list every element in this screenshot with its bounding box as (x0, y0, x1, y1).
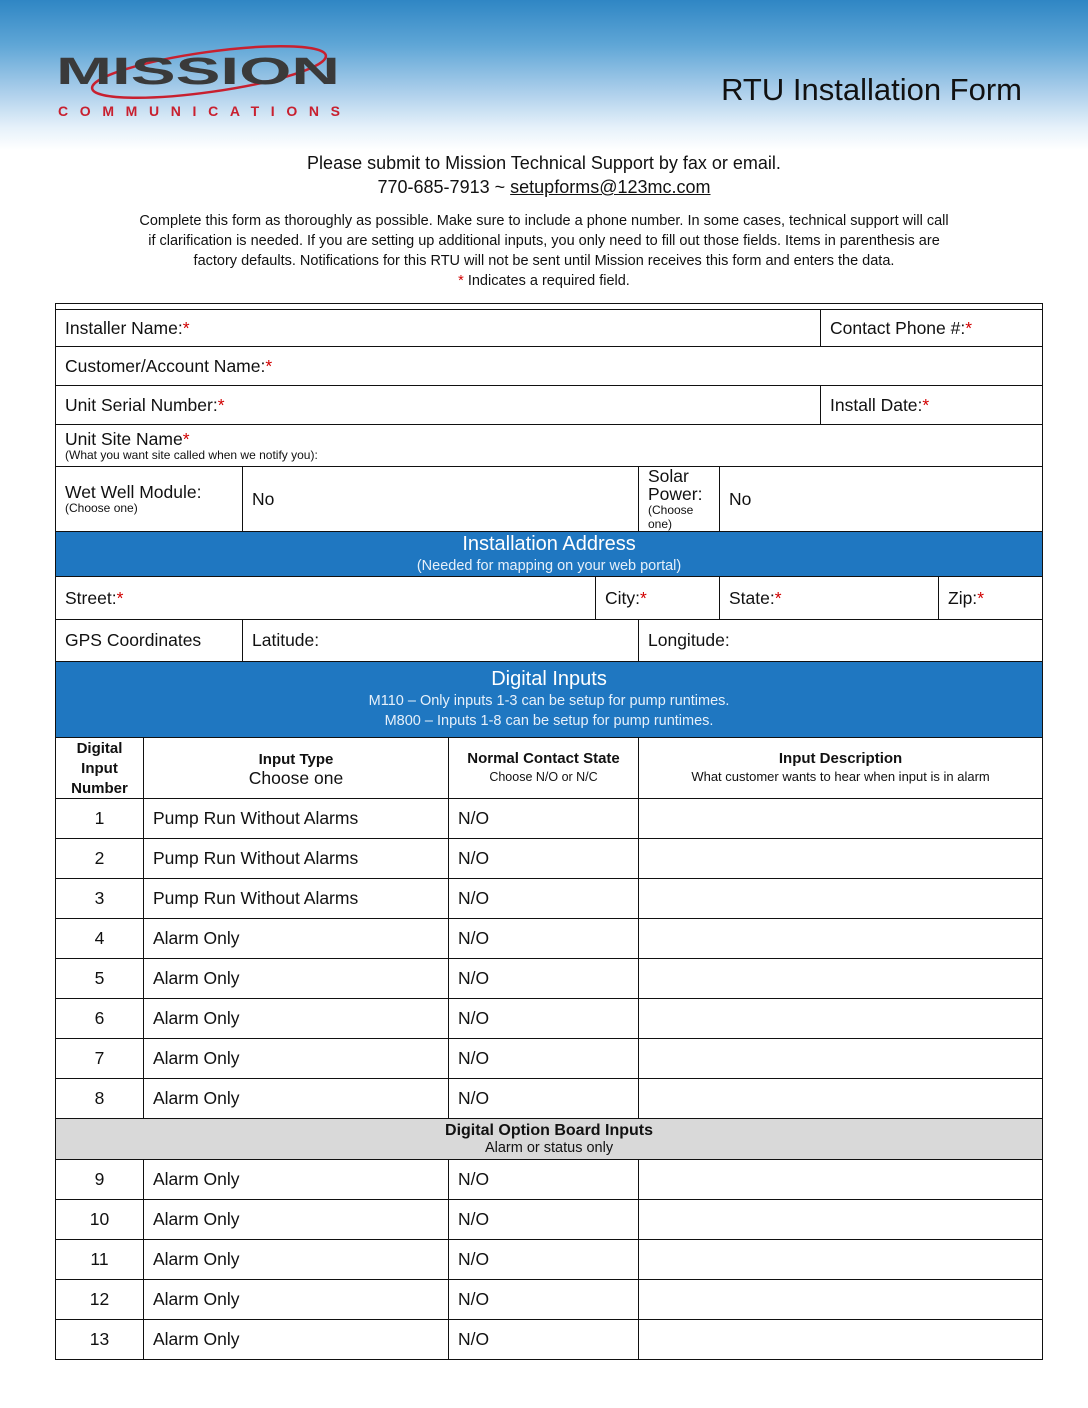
contact-state-select[interactable]: N/O (449, 799, 639, 839)
instruction-line-2: if clarification is needed. If you are setting up additional inputs, you only need to fill out those fields. Items in parenthesis are (148, 233, 940, 249)
instruction-line-3: factory defaults. Notifications for this RTU will not be sent until Mission receives this form and enters the data. (193, 253, 895, 269)
input-number: 10 (56, 1200, 144, 1240)
digital-inputs-header: Digital Inputs M110 – Only inputs 1-3 can be setup for pump runtimes. M800 – Inputs 1-8 can be setup for pump runtimes. (56, 662, 1043, 738)
contact-state-select[interactable]: N/O (449, 879, 639, 919)
contact-line (0, 175, 1088, 199)
contact-state-select[interactable]: N/O (449, 1079, 639, 1119)
input-number: 12 (56, 1280, 144, 1320)
input-row (56, 1320, 1043, 1360)
state-field[interactable]: State:* (720, 577, 939, 620)
input-number: 3 (56, 879, 144, 919)
svg-text:MISSION: MISSION (56, 51, 340, 93)
wet-well-label: Wet Well Module: (Choose one) (56, 467, 243, 532)
input-row (56, 959, 1043, 999)
input-description-field[interactable] (639, 799, 1043, 839)
input-number: 7 (56, 1039, 144, 1079)
input-description-field[interactable] (639, 1240, 1043, 1280)
fax-number: 770-685-7913 (377, 177, 490, 197)
contact-state-select[interactable]: N/O (449, 999, 639, 1039)
input-type-select[interactable]: Pump Run Without Alarms (144, 799, 449, 839)
instruction-line-1: Complete this form as thoroughly as possible. Make sure to include a phone number. In some cases, technical support will call (139, 213, 949, 229)
input-row (56, 1160, 1043, 1200)
input-type-select[interactable]: Pump Run Without Alarms (144, 879, 449, 919)
submit-instructions (0, 151, 1088, 199)
input-number: 9 (56, 1160, 144, 1200)
input-type-select[interactable]: Alarm Only (144, 1240, 449, 1280)
input-description-field[interactable] (639, 1280, 1043, 1320)
col-input-number: Digital Input Number (56, 738, 144, 799)
input-row (56, 1240, 1043, 1280)
input-type-select[interactable]: Alarm Only (144, 1320, 449, 1360)
input-row (56, 999, 1043, 1039)
contact-state-select[interactable]: N/O (449, 839, 639, 879)
input-number: 13 (56, 1320, 144, 1360)
input-row (56, 839, 1043, 879)
input-type-select[interactable]: Alarm Only (144, 999, 449, 1039)
input-type-select[interactable]: Alarm Only (144, 1280, 449, 1320)
solar-power-label: Solar Power: (Choose one) (639, 467, 720, 532)
contact-state-select[interactable]: N/O (449, 1240, 639, 1280)
city-field[interactable]: City:* (596, 577, 720, 620)
col-contact-state: Normal Contact State Choose N/O or N/C (449, 738, 639, 799)
instructions-paragraph (0, 211, 1088, 291)
input-description-field[interactable] (639, 1200, 1043, 1240)
input-description-field[interactable] (639, 1320, 1043, 1360)
input-type-select[interactable]: Pump Run Without Alarms (144, 839, 449, 879)
latitude-field[interactable]: Latitude: (243, 620, 639, 662)
customer-account-field[interactable]: Customer/Account Name:* (56, 347, 1043, 386)
col-input-type: Input Type Choose one (144, 738, 449, 799)
input-type-select[interactable]: Alarm Only (144, 1079, 449, 1119)
option-board-header: Digital Option Board Inputs Alarm or status only (56, 1119, 1043, 1160)
solar-power-select[interactable]: No (720, 467, 1043, 532)
input-description-field[interactable] (639, 959, 1043, 999)
input-number: 8 (56, 1079, 144, 1119)
svg-text:COMMUNICATIONS: COMMUNICATIONS (58, 103, 340, 119)
input-row (56, 919, 1043, 959)
input-row (56, 879, 1043, 919)
contact-state-select[interactable]: N/O (449, 1039, 639, 1079)
contact-state-select[interactable]: N/O (449, 1160, 639, 1200)
separator: ~ (494, 177, 506, 197)
input-type-select[interactable]: Alarm Only (144, 1200, 449, 1240)
input-description-field[interactable] (639, 1039, 1043, 1079)
input-type-select[interactable]: Alarm Only (144, 1160, 449, 1200)
input-row (56, 1280, 1043, 1320)
street-field[interactable]: Street:* (56, 577, 596, 620)
contact-state-select[interactable]: N/O (449, 1280, 639, 1320)
longitude-field[interactable]: Longitude: (639, 620, 1043, 662)
input-number: 6 (56, 999, 144, 1039)
col-input-description: Input Description What customer wants to hear when input is in alarm (639, 738, 1043, 799)
contact-phone-field[interactable]: Contact Phone #:* (821, 310, 1043, 347)
zip-field[interactable]: Zip:* (939, 577, 1043, 620)
input-description-field[interactable] (639, 839, 1043, 879)
input-row (56, 1039, 1043, 1079)
input-row (56, 799, 1043, 839)
email-link[interactable]: setupforms@123mc.com (510, 177, 711, 197)
unit-serial-field[interactable]: Unit Serial Number:* (56, 386, 821, 425)
required-note: * Indicates a required field. (458, 273, 630, 289)
input-row (56, 1079, 1043, 1119)
input-type-select[interactable]: Alarm Only (144, 959, 449, 999)
input-description-field[interactable] (639, 879, 1043, 919)
input-description-field[interactable] (639, 1160, 1043, 1200)
installation-address-header: Installation Address (Needed for mapping on your web portal) (56, 532, 1043, 577)
submit-line: Please submit to Mission Technical Support by fax or email. (307, 153, 781, 173)
input-type-select[interactable]: Alarm Only (144, 1039, 449, 1079)
input-number: 11 (56, 1240, 144, 1280)
unit-site-name-field[interactable]: Unit Site Name* (What you want site called when we notify you): (56, 425, 1043, 467)
contact-state-select[interactable]: N/O (449, 1320, 639, 1360)
installer-name-field[interactable]: Installer Name:* (56, 310, 821, 347)
contact-state-select[interactable]: N/O (449, 1200, 639, 1240)
input-number: 2 (56, 839, 144, 879)
contact-state-select[interactable]: N/O (449, 959, 639, 999)
gps-label: GPS Coordinates (56, 620, 243, 662)
installation-form (55, 303, 1043, 1360)
input-description-field[interactable] (639, 919, 1043, 959)
input-number: 5 (56, 959, 144, 999)
form-title: RTU Installation Form (721, 72, 1022, 107)
input-number: 1 (56, 799, 144, 839)
mission-logo (54, 40, 354, 130)
input-row (56, 1200, 1043, 1240)
input-description-field[interactable] (639, 1079, 1043, 1119)
wet-well-select[interactable]: No (243, 467, 639, 532)
input-type-select[interactable]: Alarm Only (144, 919, 449, 959)
input-description-field[interactable] (639, 999, 1043, 1039)
input-number: 4 (56, 919, 144, 959)
install-date-field[interactable]: Install Date:* (821, 386, 1043, 425)
contact-state-select[interactable]: N/O (449, 919, 639, 959)
